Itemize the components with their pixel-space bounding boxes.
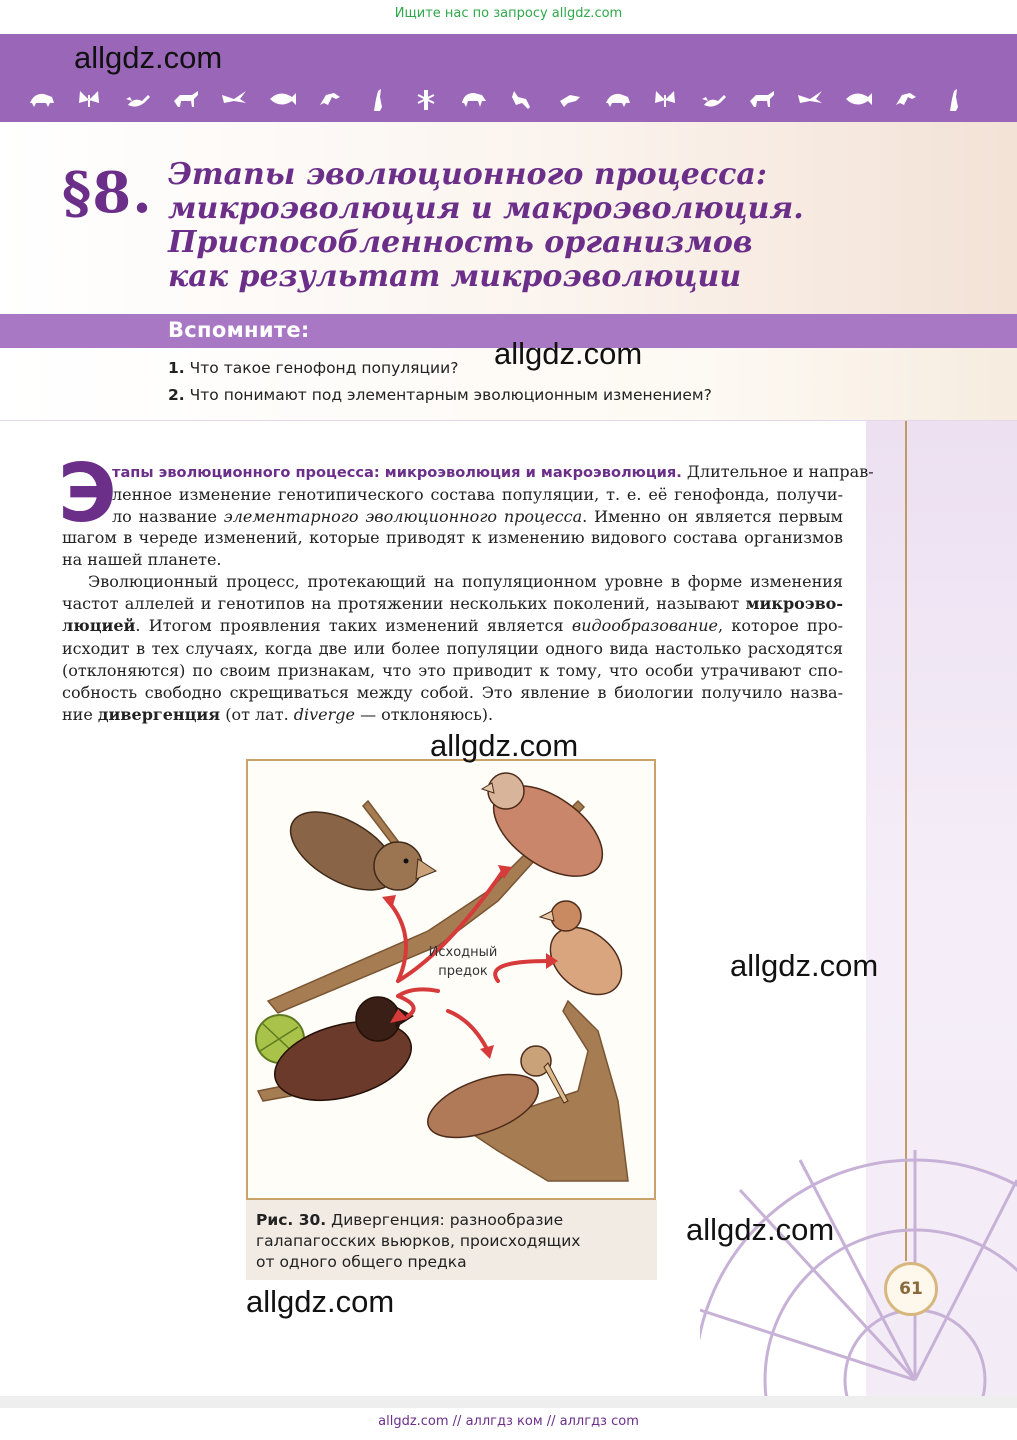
lizard-icon [896,93,916,105]
text-line: на нашей планете. [62,550,222,570]
watermark: allgdz.com [246,1284,395,1319]
watermark: allgdz.com [494,336,643,371]
center-label-2: предок [438,964,488,979]
paragraph-2 [62,571,843,726]
butterfly-icon [606,94,630,107]
text-line: (отклоняются) по своим признакам, что это приводит к тому, что особи утрачивают спо- [62,660,843,680]
text-line: Эволюционный процесс, протекающий на популяционном уровне в форме изменения [88,572,843,591]
watermark: allgdz.com [430,728,579,763]
recall-label: Вспомните: [168,318,310,342]
text-line: ние дивергенция (от лат. diverge — отклоняюсь). [62,705,494,725]
footer-links[interactable]: allgdz.com // аллгдз ком // аллгдз com [378,1414,639,1429]
drop-cap: Э [58,447,117,540]
dinosaur-icon [950,89,958,111]
text-line: собность свободно скрещиваться между собой. Это явление в биологии получило назва- [62,683,843,703]
paragraph-1-lines-a [112,461,874,529]
text-line: частот аллелей и генотипов на протяжении нескольких поколений, называют микроэво- [62,594,843,614]
top-search-link[interactable]: Ищите нас по запросу allgdz.com [394,6,623,21]
horse-icon [174,91,198,107]
animal-icon-strip [22,84,982,114]
watermark: allgdz.com [686,1212,835,1247]
text-line: люцией. Итогом проявления таких изменений является видообразование, которое про- [62,616,843,636]
scorpion-icon [126,95,150,107]
figure-caption: Рис. 30. Дивергенция: разнообразие галапагосских вьюрков, происходящих от одного общего предка [256,1211,581,1271]
text-line: исходит в тех случаях, когда две или более популяции одного вида настолько расходятся [62,638,843,658]
page-number: 61 [899,1279,923,1299]
text-line: шагом в череде изменений, которые приводят к изменению видового состава организмов [62,528,843,547]
lizard-icon [320,93,340,105]
footer-bar [0,1396,1017,1408]
paragraph-1-lines-b [62,527,843,571]
fish-icon [270,93,296,105]
scorpion-icon [702,95,726,107]
kangaroo-icon [512,91,530,109]
pterosaur-icon [798,91,822,103]
section-title-line-4: как результат микроэволюции [168,259,742,294]
side-rule [905,421,907,1261]
finch-right-icon [537,901,634,1008]
watermark: allgdz.com [730,948,879,983]
finch-top-left-icon [278,796,436,906]
bison-icon [462,93,486,107]
compass-wheel-decoration [700,1150,1017,1400]
section-title-line-2: микроэволюция и макроэволюция. [168,191,804,226]
recall-question-2: 2. Что понимают под элементарным эволюционным изменением? [168,386,712,404]
pterosaur-icon [222,91,246,103]
butterfly-icon [79,91,99,107]
text-line: ленное изменение генотипического состава популяции, т. е. её генофонда, получи- [112,485,843,505]
text-line: ло название элементарного эволюционного процесса. Именно он является первым [112,507,843,527]
bird-icon [560,95,580,107]
center-label-1: Исходный [428,945,498,960]
text-line: тапы эволюционного процесса: микроэволюция и макроэволюция. Длительное и направ- [112,462,874,481]
watermark: allgdz.com [74,40,223,75]
section-title-line-1: Этапы эволюционного процесса: [168,157,767,192]
rhino-icon [655,91,675,107]
rhino-icon [30,94,54,107]
recall-question-1: 1. Что такое генофонд популяции? [168,359,459,377]
section-number: §8. [62,160,153,226]
fish-icon [846,93,872,105]
section-title-line-3: Приспособленность организмов [168,225,753,260]
dinosaur-icon [374,89,382,111]
divergence-arrows [388,871,548,1051]
finch-divergence-illustration [248,761,654,1198]
insect-icon [418,91,434,109]
horse-icon [750,91,774,107]
